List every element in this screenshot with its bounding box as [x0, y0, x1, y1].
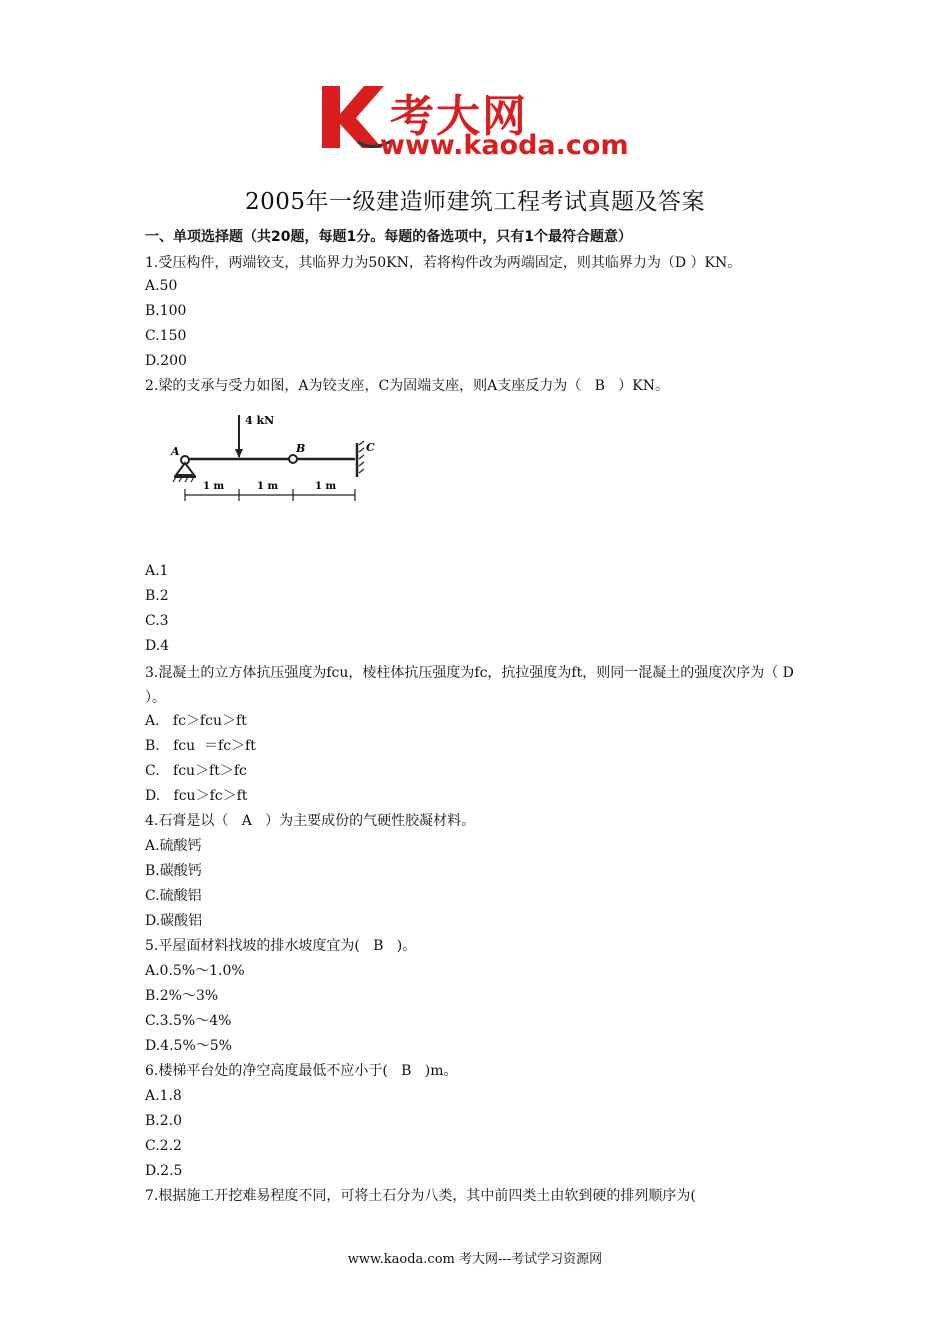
question-1-option-d: D.200 [145, 353, 187, 369]
span-3-label: 1 m [315, 481, 337, 492]
question-6-option-b: B.2.0 [145, 1113, 183, 1129]
logo-url: www.kaoda.com [380, 130, 629, 161]
support-a-label: A [171, 445, 180, 458]
question-5-option-c: C.3.5%～4% [145, 1013, 232, 1029]
question-2-option-c: C.3 [145, 613, 169, 629]
question-4-option-d: D.碳酸铝 [145, 913, 203, 929]
beam-diagram [145, 401, 813, 561]
question-7-stem: 7.根据施工开挖难易程度不同，可将土石分为八类，其中前四类土由软到硬的排列顺序为( [145, 1188, 696, 1204]
question-1-option-b: B.100 [145, 303, 187, 319]
question-2-option-b: B.2 [145, 588, 169, 604]
question-6-option-c: C.2.2 [145, 1138, 182, 1154]
question-5-option-a: A.0.5%～1.0% [145, 963, 245, 979]
question-2-option-a: A.1 [145, 563, 169, 579]
question-4-option-c: C.硫酸铝 [145, 888, 202, 904]
support-c-label: C [366, 441, 375, 454]
question-3-option-b: B. fcu ＝fc＞ft [145, 738, 256, 754]
question-3-option-c: C. fcu＞ft＞fc [145, 763, 247, 779]
question-5-option-d: D.4.5%～5% [145, 1038, 232, 1054]
question-list [145, 251, 813, 1211]
hinge-b-label: B [296, 442, 306, 455]
question-6-option-d: D.2.5 [145, 1163, 183, 1179]
question-6-stem: 6.楼梯平台处的净空高度最低不应小于( B )m。 [145, 1063, 458, 1079]
question-2-stem: 2.梁的支承与受力如图，A为铰支座，C为固端支座，则A支座反力为（ B ）KN。 [145, 378, 669, 394]
question-1-stem: 1.受压构件，两端铰支，其临界力为50KN，若将构件改为两端固定，则其临界力为（D ）KN。 [145, 255, 742, 271]
beam-figure [165, 407, 405, 527]
question-3-stem: 3.混凝土的立方体抗压强度为fcu，棱柱体抗压强度为fc，抗拉强度为ft，则同一混凝土的强度次序为（ D ）。 [145, 665, 794, 706]
question-4-stem: 4.石膏是以（ A ）为主要成份的气硬性胶凝材料。 [145, 813, 476, 829]
question-4-option-b: B.碳酸钙 [145, 863, 202, 879]
span-1-label: 1 m [203, 481, 225, 492]
question-5-option-b: B.2%～3% [145, 988, 219, 1004]
load-label: 4 kN [245, 414, 275, 427]
section-heading: 一、单项选择题（共20题，每题1分。每题的备选项中，只有1个最符合题意） [145, 229, 632, 245]
logo-brand: 考大网 [390, 91, 528, 142]
page-title: 2005年一级建造师建筑工程考试真题及答案 [244, 189, 706, 215]
page-footer: www.kaoda.com 考大网---考试学习资源网 [347, 1252, 603, 1267]
span-2-label: 1 m [257, 481, 279, 492]
question-5-stem: 5.平屋面材料找坡的排水坡度宜为( B )。 [145, 938, 417, 954]
question-3-option-d: D. fcu＞fc＞ft [145, 788, 248, 804]
question-1-option-c: C.150 [145, 328, 187, 344]
question-2-option-d: D.4 [145, 638, 170, 654]
question-4-option-a: A.硫酸钙 [145, 838, 202, 854]
kaoda-logo [318, 80, 638, 160]
question-3-option-a: A. fc＞fcu＞ft [145, 713, 247, 729]
question-6-option-a: A.1.8 [145, 1088, 182, 1104]
question-1-option-a: A.50 [145, 278, 178, 294]
